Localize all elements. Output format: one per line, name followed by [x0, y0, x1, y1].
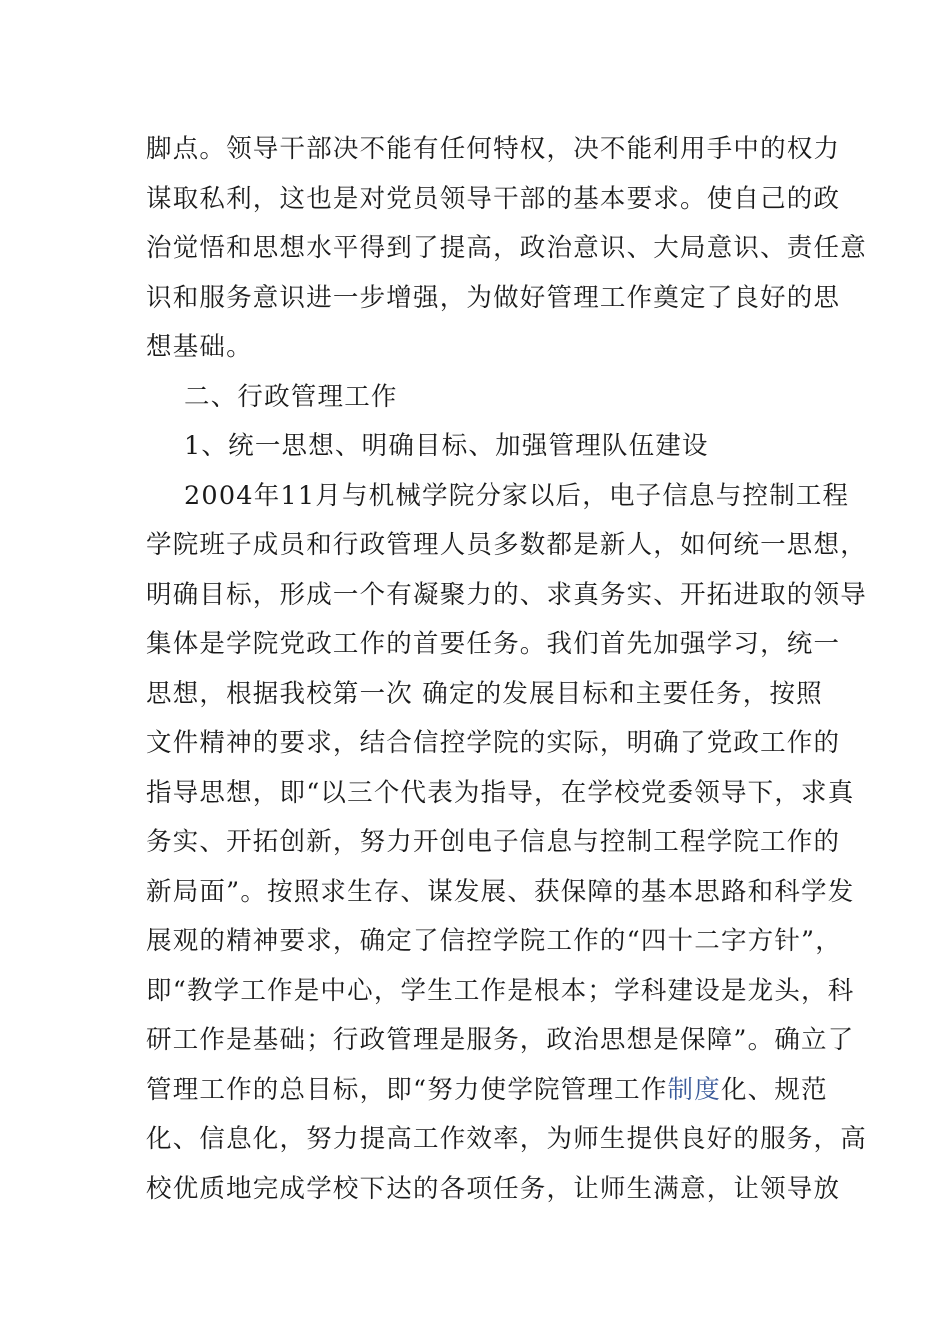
text-line: 文件精神的要求，结合信控学院的实际，明确了党政工作的	[146, 728, 841, 758]
text-line: 2004年11月与机械学院分家以后，电子信息与控制工程	[184, 480, 850, 511]
text-segment: 化、规范	[720, 1074, 828, 1105]
text-line: 识和服务意识进一步增强，为做好管理工作奠定了良好的思	[146, 282, 841, 313]
text-line: 集体是学院党政工作的首要任务。我们首先加强学习，统一	[146, 629, 841, 659]
text-segment: 管理工作的总目标，即“努力使学院管理工作	[146, 1074, 668, 1105]
text-line: 即“教学工作是中心，学生工作是根本；学科建设是龙头，科	[146, 975, 855, 1006]
text-line	[146, 1066, 828, 1116]
text-line: 务实、开拓创新，努力开创电子信息与控制工程学院工作的	[146, 827, 841, 857]
document-body	[146, 125, 867, 1214]
text-line: 学院班子成员和行政管理人员多数都是新人，如何统一思想，	[146, 530, 867, 560]
text-line: 脚点。领导干部决不能有任何特权，决不能利用手中的权力	[146, 134, 841, 164]
text-link[interactable]: 制度	[667, 1074, 721, 1105]
text-line: 新局面”。按照求生存、谋发展、获保障的基本思路和科学发	[146, 876, 855, 907]
text-line: 指导思想，即“以三个代表为指导，在学校党委领导下，求真	[146, 777, 855, 808]
text-line: 思想，根据我校第一次 确定的发展目标和主要任务，按照	[146, 678, 823, 709]
subsection-heading: 1、统一思想、明确目标、加强管理队伍建设	[184, 431, 709, 461]
text-line: 想基础。	[146, 332, 253, 362]
section-heading: 二、行政管理工作	[184, 381, 398, 412]
text-line: 展观的精神要求，确定了信控学院工作的“四十二字方针”，	[146, 926, 842, 956]
text-line: 明确目标，形成一个有凝聚力的、求真务实、开拓进取的领导	[146, 579, 867, 610]
text-line: 化、信息化，努力提高工作效率，为师生提供良好的服务，高	[146, 1124, 867, 1154]
text-line: 治觉悟和思想水平得到了提高，政治意识、大局意识、责任意	[146, 233, 867, 263]
text-line: 谋取私利，这也是对党员领导干部的基本要求。使自己的政	[146, 183, 841, 214]
text-line: 校优质地完成学校下达的各项任务，让师生满意，让领导放	[146, 1173, 841, 1204]
text-line: 研工作是基础；行政管理是服务，政治思想是保障”。确立了	[146, 1025, 855, 1055]
